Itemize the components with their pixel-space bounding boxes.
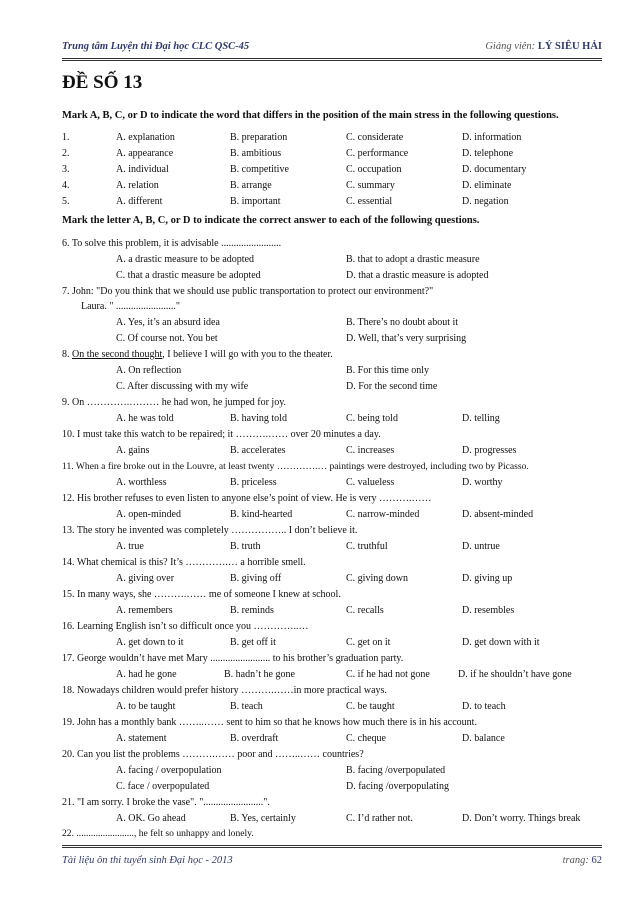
option-c: C. being told xyxy=(346,413,398,424)
question-text-cont: Laura. " ........................" xyxy=(81,301,180,312)
option-c: C. essential xyxy=(346,196,393,207)
option-d: D. telling xyxy=(462,413,500,424)
option-a: A. On reflection xyxy=(116,365,182,376)
option-c: C. recalls xyxy=(346,605,384,616)
option-c: C. truthful xyxy=(346,541,388,552)
option-a: A. relation xyxy=(116,180,159,191)
option-a: A. facing / overpopulation xyxy=(116,765,222,776)
option-c: C. if he had not gone xyxy=(346,669,430,680)
option-c: C. After discussing with my wife xyxy=(116,381,249,392)
option-c: C. considerate xyxy=(346,132,404,143)
option-d: D. resembles xyxy=(462,605,515,616)
option-d: D. giving up xyxy=(462,573,513,584)
option-d: D. For the second time xyxy=(346,381,438,392)
option-b: B. giving off xyxy=(230,573,282,584)
option-c: C. face / overpopulated xyxy=(116,781,210,792)
q22-text: 22. ........................, he felt so unhappy and lonely. xyxy=(62,828,254,839)
question-text: 19. John has a monthly bank ……..…… sent to him so that he knows how much there is in his account. xyxy=(62,717,477,728)
question-number: 2. xyxy=(62,148,70,159)
option-b: B. priceless xyxy=(230,477,277,488)
option-d: D. information xyxy=(462,132,522,143)
question-text: 21. "I am sorry. I broke the vase". "........................". xyxy=(62,797,270,808)
header-divider xyxy=(62,58,602,59)
option-a: A. giving over xyxy=(116,573,175,584)
footer-divider-2 xyxy=(62,847,602,848)
question-text xyxy=(62,349,333,360)
page-footer xyxy=(62,855,602,866)
section1-instruction: Mark A, B, C, or D to indicate the word that differs in the position of the main stress in the following questions. xyxy=(62,110,559,121)
option-a: A. worthless xyxy=(116,477,167,488)
option-d: D. that a drastic measure is adopted xyxy=(346,270,489,281)
option-a: A. appearance xyxy=(116,148,174,159)
option-b: B. teach xyxy=(230,701,263,712)
option-a: A. had he gone xyxy=(116,669,177,680)
option-b: B. For this time only xyxy=(346,365,430,376)
teacher-label: Giảng viên: xyxy=(485,41,536,52)
question-text: 13. The story he invented was completely …………….. I don’t believe it. xyxy=(62,525,358,536)
option-d: D. facing /overpopulating xyxy=(346,781,450,792)
option-a: A. explanation xyxy=(116,132,175,143)
option-a: A. gains xyxy=(116,445,150,456)
option-c: C. get on it xyxy=(346,637,391,648)
question-text: 10. I must take this watch to be repaired; it ……….…… over 20 minutes a day. xyxy=(62,429,381,440)
question-rest: , I believe I will go with you to the theater. xyxy=(162,349,333,360)
option-d: D. Don’t worry. Things break xyxy=(462,813,581,824)
option-c: C. Of course not. You bet xyxy=(116,333,218,344)
option-b: B. hadn’t he gone xyxy=(224,669,295,680)
page-number: 62 xyxy=(591,855,602,866)
question-text: 12. His brother refuses to even listen to anyone else’s point of view. He is very ……….…… xyxy=(62,493,432,504)
question-text: 9. On ………….……… he had won, he jumped for joy. xyxy=(62,397,287,408)
question-text: 17. George wouldn’t have met Mary ........................ to his brother’s graduation party. xyxy=(62,653,404,664)
option-d: D. progresses xyxy=(462,445,517,456)
section2-instruction: Mark the letter A, B, C, or D to indicate the correct answer to each of the following questions. xyxy=(62,215,480,226)
option-d: D. balance xyxy=(462,733,505,744)
option-c: C. performance xyxy=(346,148,409,159)
question-text: 20. Can you list the problems ……….…… poor and ……..…… countries? xyxy=(62,749,364,760)
footer-doc-title: Tài liệu ôn thi tuyển sinh Đại học - 2013 xyxy=(62,855,233,866)
option-d: D. Well, that’s very surprising xyxy=(346,333,467,344)
page-number-info xyxy=(563,855,602,866)
option-c: C. cheque xyxy=(346,733,386,744)
option-b: B. Yes, certainly xyxy=(230,813,296,824)
option-c: C. narrow-minded xyxy=(346,509,420,520)
question-number: 5. xyxy=(62,196,70,207)
page-title: ĐỀ SỐ 13 xyxy=(62,72,143,93)
option-a: A. statement xyxy=(116,733,167,744)
option-b: B. overdraft xyxy=(230,733,279,744)
underlined-phrase: On the second thought xyxy=(72,349,163,360)
question-text: 18. Nowadays children would prefer history ……….……in more practical ways. xyxy=(62,685,387,696)
option-d: D. get down with it xyxy=(462,637,540,648)
option-a: A. individual xyxy=(116,164,169,175)
option-d: D. worthy xyxy=(462,477,503,488)
option-b: B. facing /overpopulated xyxy=(346,765,446,776)
option-a: A. a drastic measure to be adopted xyxy=(116,254,255,265)
option-b: B. kind-hearted xyxy=(230,509,293,520)
option-b: B. arrange xyxy=(230,180,272,191)
option-c: C. valueless xyxy=(346,477,395,488)
question-text: 11. When a fire broke out in the Louvre, at least twenty ………….… paintings were destroyed, including two by Picasso. xyxy=(62,461,529,472)
option-b: B. having told xyxy=(230,413,287,424)
footer-divider xyxy=(62,845,602,846)
option-d: D. to teach xyxy=(462,701,506,712)
question-text: 7. John: "Do you think that we should use public transportation to protect our environment?" xyxy=(62,286,434,297)
option-b: B. preparation xyxy=(230,132,288,143)
option-a: A. open-minded xyxy=(116,509,181,520)
option-b: B. important xyxy=(230,196,281,207)
option-b: B. accelerates xyxy=(230,445,286,456)
option-c: C. giving down xyxy=(346,573,408,584)
question-text: 15. In many ways, she ……….…… me of someone I knew at school. xyxy=(62,589,341,600)
option-a: A. OK. Go ahead xyxy=(116,813,186,824)
option-c: C. occupation xyxy=(346,164,402,175)
option-b: B. that to adopt a drastic measure xyxy=(346,254,480,265)
question-text: 6. To solve this problem, it is advisable ........................ xyxy=(62,238,282,249)
option-d: D. negation xyxy=(462,196,509,207)
option-b: B. reminds xyxy=(230,605,274,616)
option-d: D. untrue xyxy=(462,541,500,552)
option-d: D. if he shouldn’t have gone xyxy=(458,669,572,680)
option-a: A. he was told xyxy=(116,413,174,424)
option-b: B. get off it xyxy=(230,637,276,648)
option-a: A. remembers xyxy=(116,605,173,616)
center-name: Trung tâm Luyện thi Đại học CLC QSC-45 xyxy=(62,41,250,52)
option-b: B. ambitious xyxy=(230,148,282,159)
option-a: A. different xyxy=(116,196,163,207)
option-a: A. get down to it xyxy=(116,637,184,648)
question-number: 3. xyxy=(62,164,70,175)
option-d: D. absent-minded xyxy=(462,509,534,520)
option-b: B. There’s no doubt about it xyxy=(346,317,459,328)
option-c: C. be taught xyxy=(346,701,395,712)
option-d: D. eliminate xyxy=(462,180,512,191)
option-a: A. true xyxy=(116,541,144,552)
option-c: C. I’d rather not. xyxy=(346,813,413,824)
question-text: 16. Learning English isn’t so difficult once you …………..… xyxy=(62,621,309,632)
teacher-info xyxy=(485,41,602,52)
option-c: C. summary xyxy=(346,180,395,191)
option-b: B. truth xyxy=(230,541,261,552)
teacher-name: LÝ SIÊU HẢI xyxy=(537,41,602,52)
option-a: A. to be taught xyxy=(116,701,176,712)
option-d: D. telephone xyxy=(462,148,514,159)
option-b: B. competitive xyxy=(230,164,289,175)
header-divider-2 xyxy=(62,60,602,61)
option-c: C. that a drastic measure be adopted xyxy=(116,270,261,281)
option-a: A. Yes, it’s an absurd idea xyxy=(116,317,220,328)
question-number: 8. xyxy=(62,349,72,360)
question-text: 14. What chemical is this? It’s ………….… a horrible smell. xyxy=(62,557,306,568)
question-number: 1. xyxy=(62,132,70,143)
option-c: C. increases xyxy=(346,445,395,456)
page-label: trang: xyxy=(562,855,589,866)
question-number: 4. xyxy=(62,180,70,191)
option-d: D. documentary xyxy=(462,164,527,175)
page-header xyxy=(62,41,602,57)
question-text-q22 xyxy=(62,828,254,839)
